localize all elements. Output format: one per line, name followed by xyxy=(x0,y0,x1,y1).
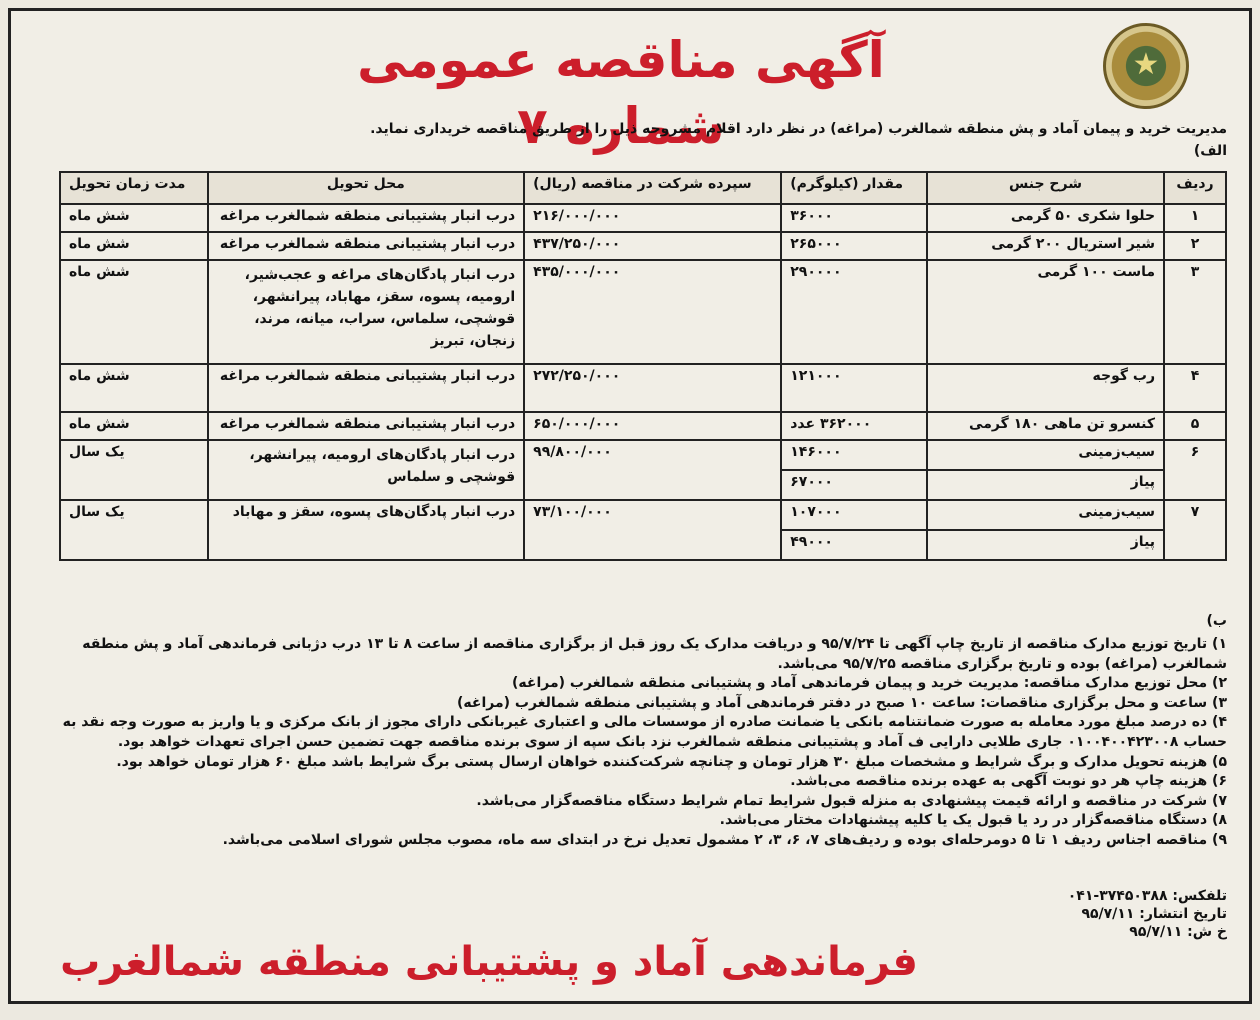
table-row xyxy=(60,364,1226,412)
row-place: درب انبار پشتیبانی منطقه شمالغرب مراغه xyxy=(208,412,525,440)
condition-item: ۴) ده درصد مبلغ مورد معامله به صورت ضمانتنامه بانکی یا ضمانت صادره از موسسات مالی و اعتباری غیربانکی دارای مجوز از بانک مرکزی و یا واریز به صورت وجه نقد به حساب ۰۱۰۰۴۰۰۴۲۳۰۰۸ جاری طلایی دارایی ف آماد و پشتیبانی منطقه شمالغرب نزد بانک سپه از سوی برنده مناقصه جهت تضمین حسن اجرای تعهدات خواهد بود. xyxy=(62,714,1227,750)
condition-item: ۷) شرکت در مناقصه و ارائه قیمت پیشنهادی به منزله قبول شرایط تمام شرایط دستگاه مناقصه‌گزار می‌باشد. xyxy=(476,792,1227,809)
condition-item: ۶) هزینه چاپ هر دو نوبت آگهی به عهده برنده مناقصه می‌باشد. xyxy=(790,773,1227,790)
section-a-label: الف) xyxy=(1193,143,1227,159)
phone-text: تلفکس: ۳۷۴۵۰۳۸۸-۰۴۱ xyxy=(1067,888,1227,904)
row-qty: ۳۶۰۰۰ xyxy=(781,204,927,232)
row-desc: ماست ۱۰۰ گرمی xyxy=(927,260,1164,364)
header-time: مدت زمان تحویل xyxy=(60,172,208,204)
row-no: ۴ xyxy=(1164,364,1226,412)
condition-item: ۹) مناقصه اجناس ردیف ۱ تا ۵ دومرحله‌ای بوده و ردیف‌های ۷، ۶، ۳، ۲ مشمول تعدیل نرخ در ابتدای سه ماه، مصوب مجلس شورای اسلامی می‌باشد. xyxy=(222,831,1227,848)
condition-item: ۲) محل توزیع مدارک مناقصه: مدیریت خرید و پیمان فرماندهی آماد و پشتیبانی منطقه شمالغرب (مراغه) xyxy=(512,675,1227,692)
row-qty: ۲۹۰۰۰۰ xyxy=(781,260,927,364)
row-place: درب انبار پادگان‌های ارومیه، پیرانشهر، قوشچی و سلماس xyxy=(208,440,525,500)
row-deposit: ۷۳/۱۰۰/۰۰۰ xyxy=(524,500,781,560)
row-desc: حلوا شکری ۵۰ گرمی xyxy=(927,204,1164,232)
section-b-label: ب) xyxy=(1206,613,1227,629)
items-table xyxy=(59,171,1227,561)
row-time: شش ماه xyxy=(60,412,208,440)
publish-date: تاریخ انتشار: ۹۵/۷/۱۱ xyxy=(1081,906,1227,922)
row-deposit: ۹۹/۸۰۰/۰۰۰ xyxy=(524,440,781,500)
row-desc-2: پیاز xyxy=(927,530,1164,560)
condition-item: ۱) تاریخ توزیع مدارک مناقصه از تاریخ چاپ آگهی تا ۹۵/۷/۲۴ و دریافت مدارک یک روز قبل از برگزاری مناقصه از ساعت ۸ تا ۱۳ درب دژبانی فرماندهی آماد و پش منطقه شمالغرب (مراغه) بوده و تاریخ برگزاری مناقصه ۹۵/۷/۲۵ می‌باشد. xyxy=(82,636,1227,672)
notice-page xyxy=(8,8,1252,1004)
table-row xyxy=(60,204,1226,232)
row-no: ۳ xyxy=(1164,260,1226,364)
row-no: ۱ xyxy=(1164,204,1226,232)
row-time: یک سال xyxy=(60,440,208,500)
row-desc: کنسرو تن ماهی ۱۸۰ گرمی xyxy=(927,412,1164,440)
header-row-no: ردیف xyxy=(1164,172,1226,204)
row-qty: ۱۲۱۰۰۰ xyxy=(781,364,927,412)
row-qty: ۱۰۷۰۰۰ xyxy=(781,500,927,530)
condition-item: ۵) هزینه تحویل مدارک و برگ شرایط و مشخصات مبلغ ۳۰ هزار تومان و چنانچه شرکت‌کننده خواهان ارسال پستی برگ شرایط باشد مبلغ ۶۰ هزار تومان خواهد بود. xyxy=(116,753,1227,770)
row-deposit: ۴۳۷/۲۵۰/۰۰۰ xyxy=(524,232,781,260)
row-place: درب انبار پشتیبانی منطقه شمالغرب مراغه xyxy=(208,204,525,232)
issuer-signature: فرماندهی آماد و پشتیبانی منطقه شمالغرب xyxy=(60,939,918,985)
row-time: شش ماه xyxy=(60,232,208,260)
row-no: ۲ xyxy=(1164,232,1226,260)
condition-item: ۸) دستگاه مناقصه‌گزار در رد یا قبول یک یا کلیه پیشنهادات مختار می‌باشد. xyxy=(719,812,1227,829)
row-qty-2: ۶۷۰۰۰ xyxy=(781,470,927,500)
header-place: محل تحویل xyxy=(208,172,525,204)
table-row xyxy=(60,440,1226,470)
notice-title: آگهی مناقصه عمومی شماره ۷ xyxy=(357,31,885,155)
row-qty: ۱۴۶۰۰۰ xyxy=(781,440,927,470)
row-desc: سیب‌زمینی xyxy=(927,440,1164,470)
row-desc: شیر استریال ۲۰۰ گرمی xyxy=(927,232,1164,260)
row-place: درب انبار پشتیبانی منطقه شمالغرب مراغه xyxy=(208,232,525,260)
row-place: درب انبار پشتیبانی منطقه شمالغرب مراغه xyxy=(208,364,525,412)
row-place: درب انبار پادگان‌های مراغه و عجب‌شیر، ارومیه، پسوه، سقز، مهاباد، پیرانشهر، قوشچی، سلماس، سراب، میانه، مرند، زنجان، تبریز xyxy=(208,260,525,364)
row-qty: ۳۶۲۰۰۰ عدد xyxy=(781,412,927,440)
star-icon: ★ xyxy=(1132,47,1160,82)
row-time: شش ماه xyxy=(60,204,208,232)
row-deposit: ۲۱۶/۰۰۰/۰۰۰ xyxy=(524,204,781,232)
header-deposit: سپرده شرکت در مناقصه (ریال) xyxy=(524,172,781,204)
table-row xyxy=(60,412,1226,440)
contact-block xyxy=(1068,887,1227,941)
row-time: شش ماه xyxy=(60,260,208,364)
row-place: درب انبار پادگان‌های پسوه، سقز و مهاباد xyxy=(208,500,525,560)
conditions-list xyxy=(57,635,1227,851)
reference-number: خ ش: ۹۵/۷/۱۱ xyxy=(1129,924,1227,940)
table-row xyxy=(60,260,1226,364)
condition-item: ۳) ساعت و محل برگزاری مناقصات: ساعت ۱۰ صبح در دفتر فرماندهی آماد و پشتیبانی منطقه شمالغرب (مراغه) xyxy=(457,694,1227,711)
row-deposit: ۴۳۵/۰۰۰/۰۰۰ xyxy=(524,260,781,364)
row-deposit: ۶۵۰/۰۰۰/۰۰۰ xyxy=(524,412,781,440)
intro-text: مدیریت خرید و پیمان آماد و پش منطقه شمالغرب (مراغه) در نظر دارد اقلام مشروحه ذیل را از طریق مناقصه خریداری نماید. xyxy=(370,121,1227,137)
row-no: ۷ xyxy=(1164,500,1226,560)
army-emblem-icon xyxy=(1103,23,1189,109)
table-header-row xyxy=(60,172,1226,204)
table-row xyxy=(60,500,1226,530)
row-no: ۶ xyxy=(1164,440,1226,500)
row-qty: ۲۶۵۰۰۰ xyxy=(781,232,927,260)
header-qty: مقدار (کیلوگرم) xyxy=(781,172,927,204)
row-desc-2: پیاز xyxy=(927,470,1164,500)
row-no: ۵ xyxy=(1164,412,1226,440)
row-desc: سیب‌زمینی xyxy=(927,500,1164,530)
row-qty-2: ۴۹۰۰۰ xyxy=(781,530,927,560)
header-desc: شرح جنس xyxy=(927,172,1164,204)
row-time: یک سال xyxy=(60,500,208,560)
row-desc: رب گوجه xyxy=(927,364,1164,412)
row-time: شش ماه xyxy=(60,364,208,412)
row-deposit: ۲۷۲/۲۵۰/۰۰۰ xyxy=(524,364,781,412)
table-row xyxy=(60,232,1226,260)
